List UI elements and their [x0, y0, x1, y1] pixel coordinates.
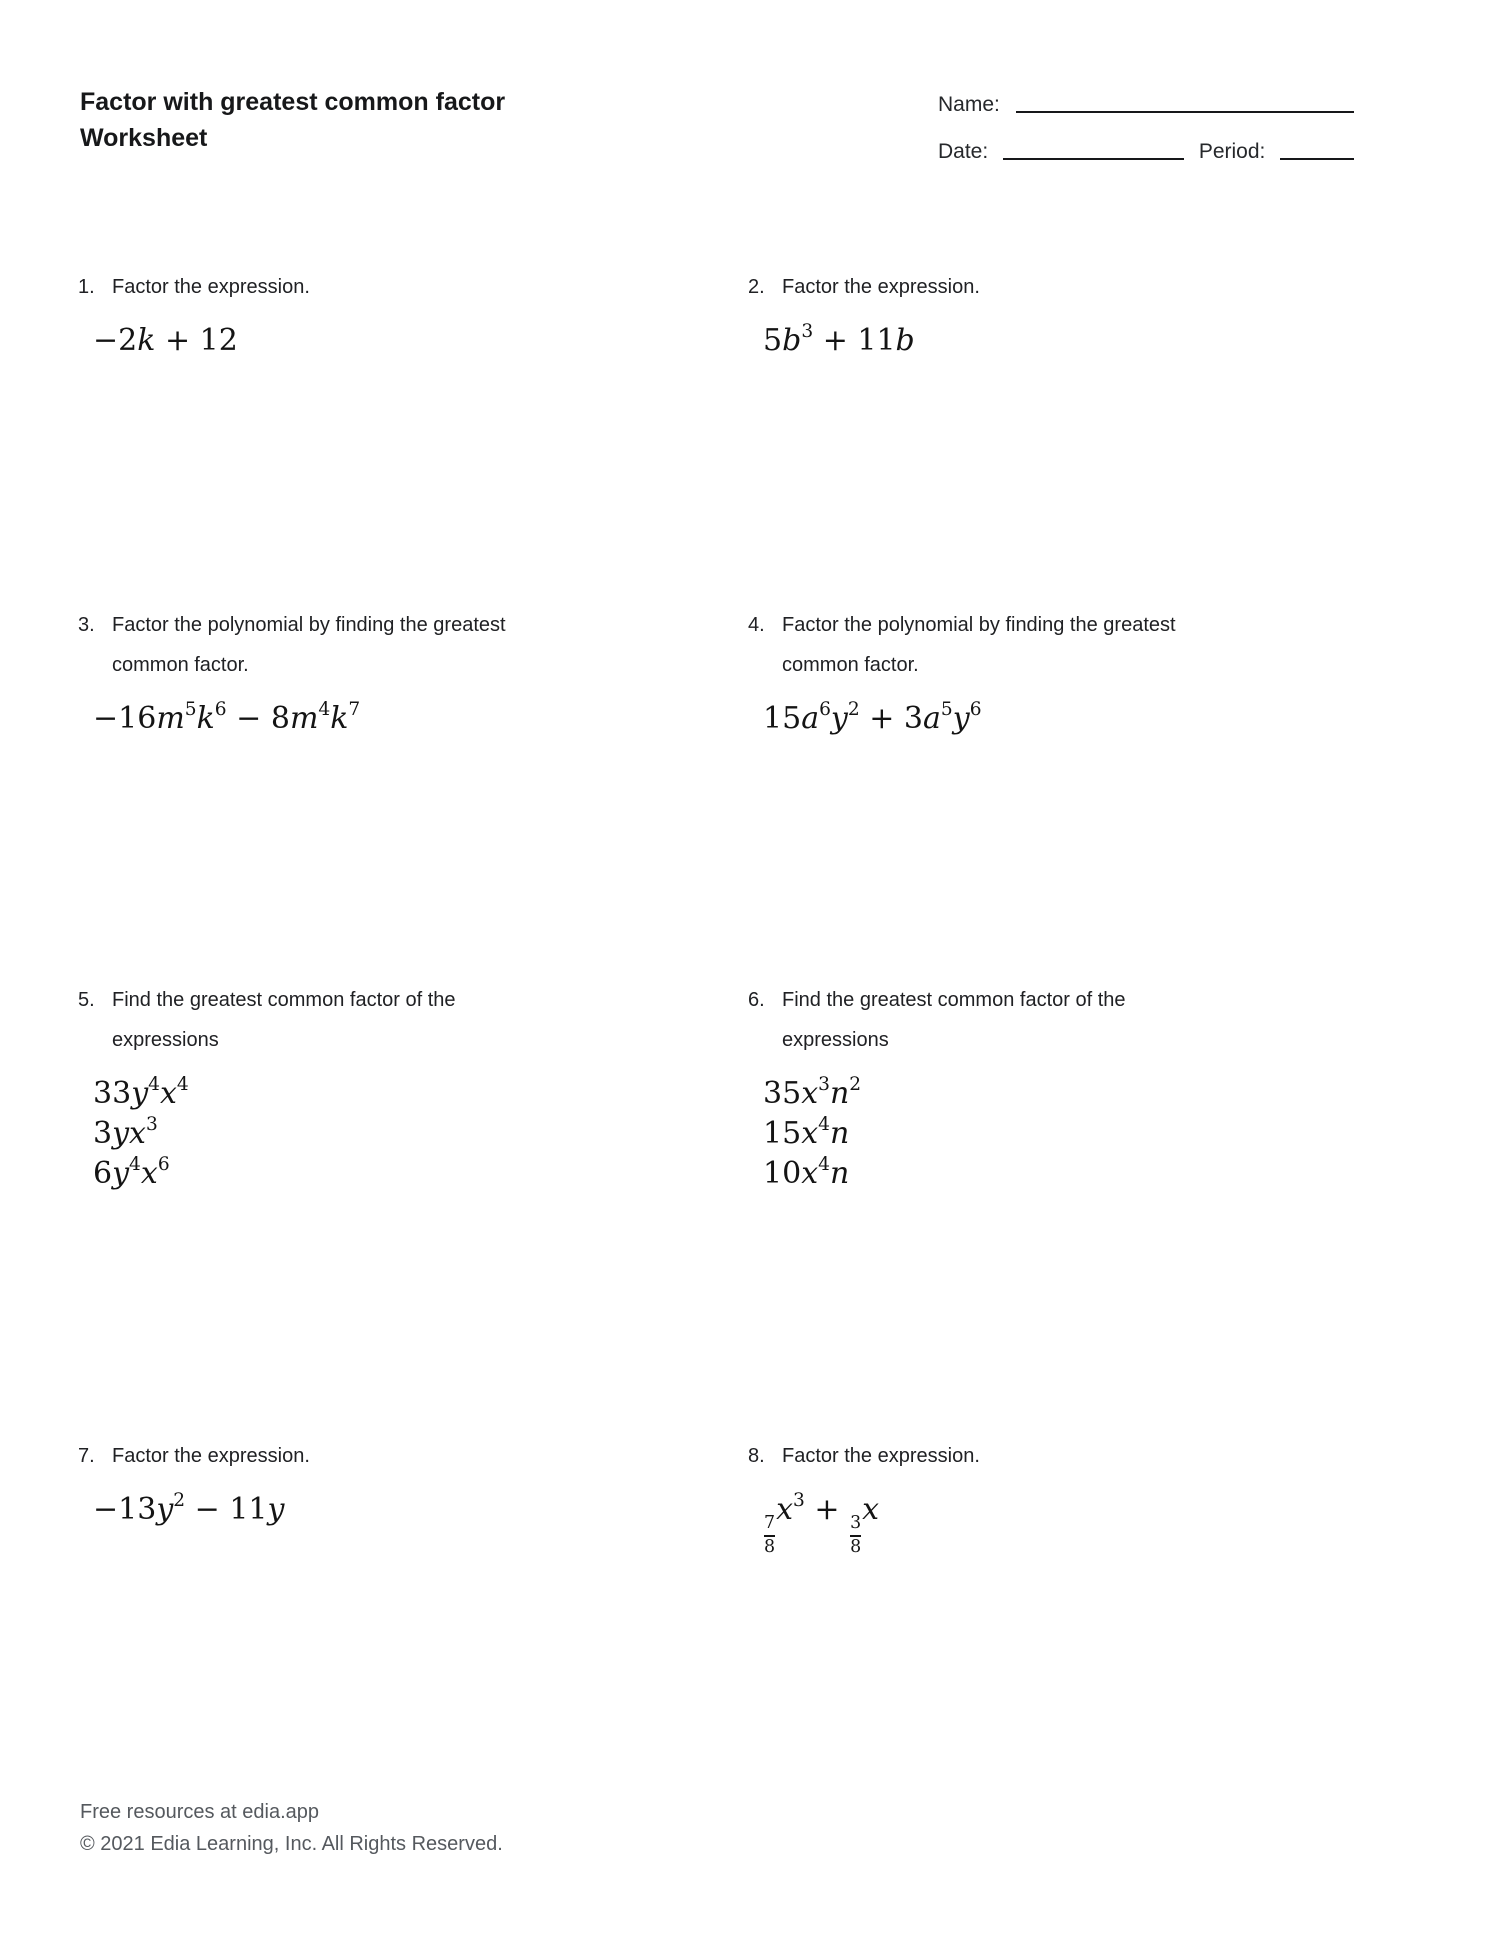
problem-prompt: Factor the expression.: [782, 1445, 980, 1467]
worksheet-title-line2: Worksheet: [80, 124, 208, 152]
date-fill-line: [1003, 158, 1184, 160]
problem-prompt-row: [78, 980, 748, 1060]
problem-prompt-row: [748, 1436, 1440, 1476]
problem: [748, 267, 1440, 605]
period-label: Period:: [1198, 140, 1266, 163]
worksheet-title: [80, 84, 505, 156]
problem-prompt: Factor the polynomial by finding the greatest common factor.: [112, 614, 506, 676]
problem-expression: $-13y^2 - 11y$: [93, 1489, 285, 1527]
page-footer: [80, 1796, 503, 1860]
problem-prompt: Factor the expression.: [112, 276, 310, 298]
footer-copyright-text: © 2021 Edia Learning, Inc. All Rights Reserved.: [80, 1833, 503, 1855]
period-fill-line: [1280, 158, 1354, 160]
problem-prompt-row: [78, 267, 748, 307]
problem: [78, 267, 748, 605]
problem: [748, 980, 1440, 1436]
problem: [748, 1436, 1440, 1557]
problem-expression: $15a^6y^2 + 3a^5y^6$: [763, 698, 982, 736]
problem-prompt: Find the greatest common factor of the expressions: [112, 989, 456, 1051]
problem-prompt-row: [748, 267, 1440, 307]
problem: [78, 605, 748, 980]
problem-prompt-row: [78, 605, 748, 685]
date-period-row: [938, 139, 1354, 164]
problem-prompt-row: [748, 605, 1440, 685]
problem-prompt: Factor the polynomial by finding the greatest common factor.: [782, 614, 1176, 676]
problem-number: 1.: [78, 276, 95, 298]
problem-expression: $\frac{7}{8}$ $x^3$ + $\frac{3}{8}$ x: [764, 1489, 880, 1557]
problem-prompt: Factor the expression.: [782, 276, 980, 298]
problem-expression: $-16m^5k^6 - 8m^4k^7$: [93, 698, 361, 736]
problem-expression: $35x^3n^2$ $15x^4n$ $10x^4n$: [763, 1073, 862, 1191]
problem-expression: $33y^4x^4$ $3yx^3$ $6y^4x^6$: [93, 1073, 189, 1191]
problem: [78, 980, 748, 1436]
problem-prompt: Factor the expression.: [112, 1445, 310, 1467]
header-fields: [938, 92, 1354, 164]
problem: [78, 1436, 748, 1557]
problem-prompt-row: [748, 980, 1440, 1060]
problem-number: 6.: [748, 989, 765, 1011]
name-row: [938, 92, 1354, 117]
problem-prompt: Find the greatest common factor of the expressions: [782, 989, 1126, 1051]
problem-number: 3.: [78, 614, 95, 636]
problem-expression: $5b^3 + 11b$: [763, 320, 915, 358]
problem-number: 7.: [78, 1445, 95, 1467]
worksheet-title-line1: Factor with greatest common factor: [80, 88, 506, 116]
name-label: Name:: [938, 93, 1000, 116]
name-fill-line: [1016, 111, 1354, 113]
problem: [748, 605, 1440, 980]
problem-number: 4.: [748, 614, 765, 636]
problem-prompt-row: [78, 1436, 748, 1476]
footer-resources-text: Free resources at edia.app: [80, 1801, 320, 1823]
problem-number: 8.: [748, 1445, 765, 1467]
date-label: Date:: [938, 140, 989, 163]
problem-number: 2.: [748, 276, 765, 298]
problems-grid: [78, 267, 1440, 1557]
problem-number: 5.: [78, 989, 95, 1011]
problem-expression: −2k + 12: [93, 323, 238, 358]
